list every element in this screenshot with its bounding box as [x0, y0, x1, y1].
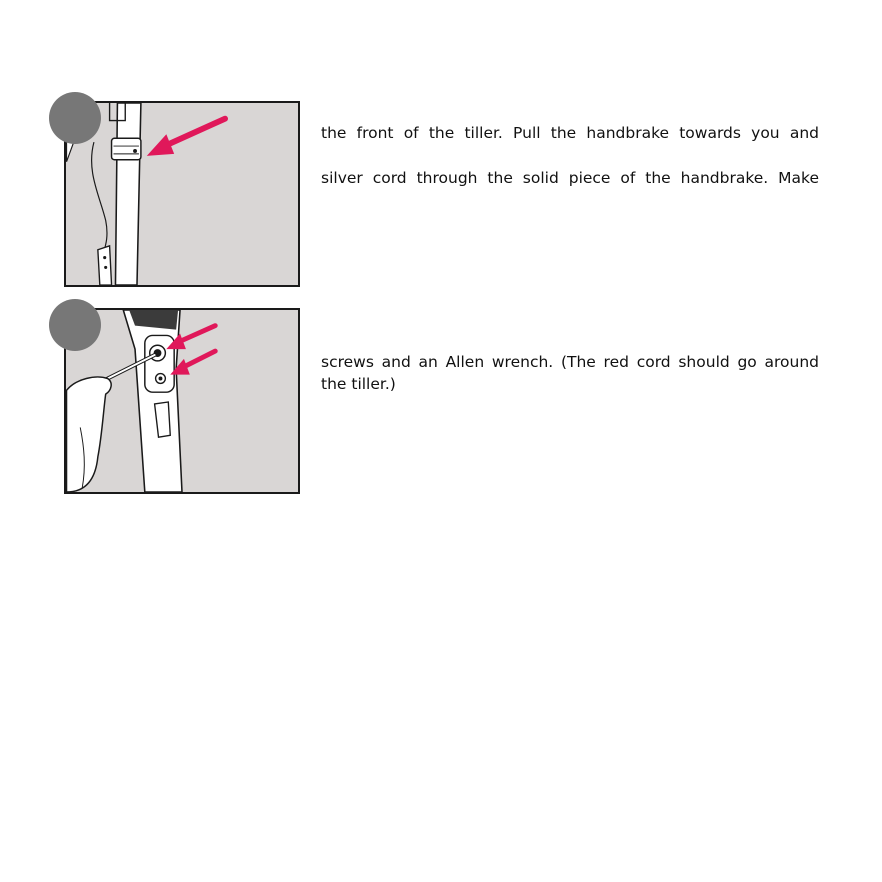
step-1-text-line-2: silver cord through the solid piece of the handbrake. Make — [321, 169, 819, 187]
pointer-arrow-icon — [147, 119, 225, 156]
step-2-illustration — [64, 308, 300, 494]
step-2-text-line-1: screws and an Allen wrench. (The red cord should go around — [321, 353, 819, 371]
step-2-text-line-2: the tiller.) — [321, 375, 396, 393]
allen-wrench-illustration — [66, 310, 298, 492]
step-1-badge — [49, 92, 101, 144]
step-1-text-line-1: the front of the tiller. Pull the handbrake towards you and — [321, 124, 819, 142]
step-1-illustration — [64, 101, 300, 287]
step-2-badge — [49, 299, 101, 351]
handbrake-cord-illustration — [66, 103, 298, 285]
